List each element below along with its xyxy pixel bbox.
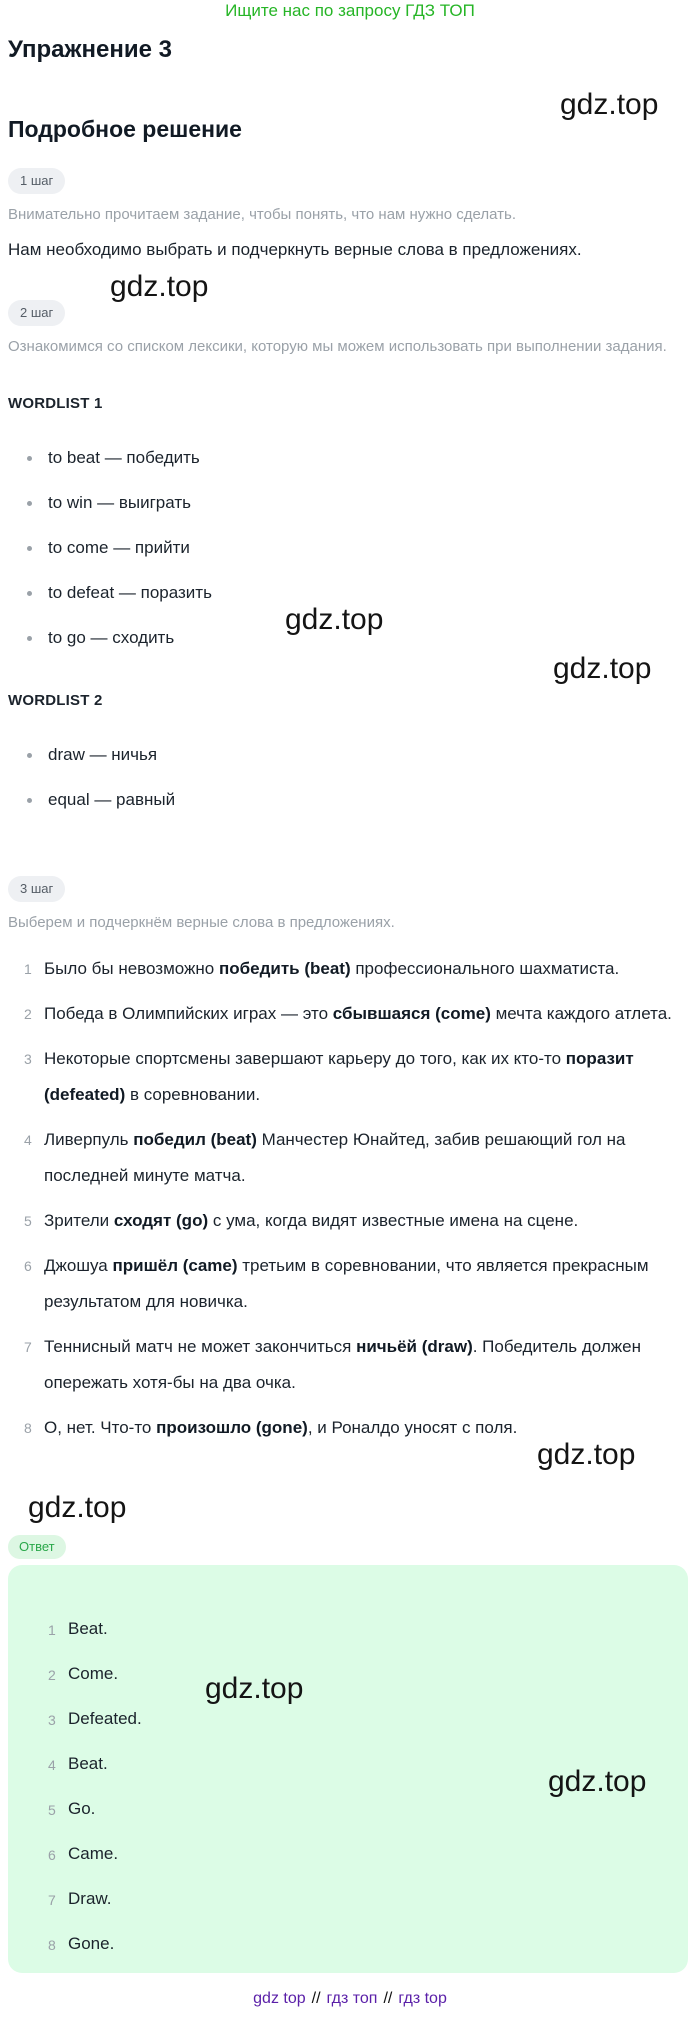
answer-list <box>8 1617 142 1977</box>
list-item: 3 Defeated. <box>48 1709 142 1728</box>
wordlist-1 <box>8 446 688 671</box>
watermark: gdz.top <box>548 1765 647 1798</box>
footer-link[interactable]: гдз топ <box>326 1990 378 2007</box>
list-item: 3 Некоторые спортсмены завершают карьеру до того, как их кто-то поразит (defeated) в соревновании. <box>24 1049 634 1104</box>
list-item: 4 Ливерпуль победил (beat) Манчестер Юнайтед, забив решающий гол на последней минуте матча. <box>24 1130 626 1185</box>
list-item: 1 Beat. <box>48 1619 108 1638</box>
list-item: draw — ничья <box>8 743 688 788</box>
list-item: 8 Gone. <box>48 1934 115 1953</box>
list-item: 1 Было бы невозможно победить (beat) профессионального шахматиста. <box>24 959 620 978</box>
watermark: gdz.top <box>28 1491 127 1524</box>
footer <box>0 1990 700 2008</box>
footer-separator: // <box>383 1990 393 2007</box>
step-1-text: Нам необходимо выбрать и подчеркнуть верные слова в предложениях. <box>8 240 582 259</box>
step-1-hint: Внимательно прочитаем задание, чтобы понять, что нам нужно сделать. <box>8 206 517 223</box>
sentence-list <box>8 951 688 1455</box>
list-item: to beat — победить <box>8 446 688 491</box>
list-item: 4 Beat. <box>48 1754 108 1773</box>
bullet-icon <box>27 456 32 461</box>
list-item: 5 Go. <box>48 1799 96 1818</box>
list-item: to win — выиграть <box>8 491 688 536</box>
bullet-icon <box>27 546 32 551</box>
step-badge-1: 1 шаг <box>8 168 65 194</box>
watermark: gdz.top <box>110 270 209 303</box>
list-item: 7 Теннисный матч не может закончиться ничьёй (draw). Победитель должен опережать хотя-бы на два очка. <box>24 1337 642 1392</box>
step-badge-2: 2 шаг <box>8 300 65 326</box>
footer-separator: // <box>311 1990 321 2007</box>
bullet-icon <box>27 798 32 803</box>
watermark: gdz.top <box>285 603 384 636</box>
watermark: gdz.top <box>553 652 652 685</box>
list-item: equal — равный <box>8 788 688 833</box>
list-item: to go — сходить <box>8 626 688 671</box>
top-banner[interactable]: Ищите нас по запросу ГДЗ ТОП <box>225 1 475 20</box>
list-item: 2 Победа в Олимпийских играх — это сбывшаяся (come) мечта каждого атлета. <box>24 1004 672 1023</box>
bullet-icon <box>27 591 32 596</box>
list-item: 8 О, нет. Что-то произошло (gone), и Роналдо уносят с поля. <box>24 1418 518 1437</box>
list-item: 7 Draw. <box>48 1889 112 1908</box>
footer-link[interactable]: гдз top <box>398 1990 447 2007</box>
bullet-icon <box>27 501 32 506</box>
list-item: 6 Джошуа пришёл (came) третьим в соревновании, что является прекрасным результатом для новичка. <box>24 1256 649 1311</box>
watermark: gdz.top <box>205 1672 304 1705</box>
step-3-hint: Выберем и подчеркнём верные слова в предложениях. <box>8 914 395 931</box>
step-2-hint: Ознакомимся со списком лексики, которую мы можем использовать при выполнении задания. <box>8 338 667 355</box>
watermark: gdz.top <box>537 1438 636 1471</box>
list-item: 5 Зрители сходят (go) с ума, когда видят известные имена на сцене. <box>24 1211 579 1230</box>
section-title: Подробное решение <box>8 116 242 142</box>
list-item: to come — прийти <box>8 536 688 581</box>
wordlist-2 <box>8 743 688 833</box>
exercise-title: Упражнение 3 <box>8 36 172 63</box>
watermark: gdz.top <box>560 88 659 121</box>
step-badge-3: 3 шаг <box>8 876 65 902</box>
list-item: to defeat — поразить <box>8 581 688 626</box>
list-item: 6 Came. <box>48 1844 119 1863</box>
answer-badge: Ответ <box>8 1535 66 1559</box>
wordlist-1-heading: WORDLIST 1 <box>8 395 103 412</box>
list-item: 2 Come. <box>48 1664 119 1683</box>
bullet-icon <box>27 636 32 641</box>
footer-link[interactable]: gdz top <box>253 1990 306 2007</box>
wordlist-2-heading: WORDLIST 2 <box>8 692 103 709</box>
bullet-icon <box>27 753 32 758</box>
